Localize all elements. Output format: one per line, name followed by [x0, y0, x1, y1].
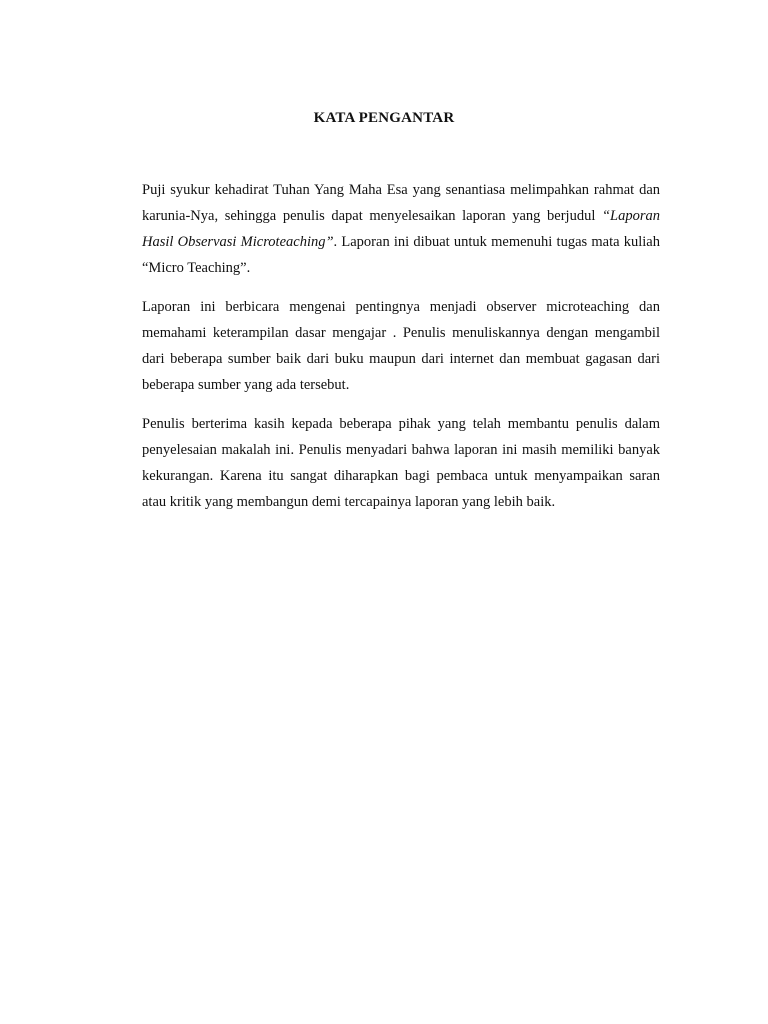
paragraph-1-text-end: . Laporan ini dibuat untuk memenuhi tugas mata kuliah “Micro Teaching”. [142, 234, 660, 276]
report-title-italic: “Laporan Hasil Observasi Microteaching” [142, 208, 660, 250]
page-title: KATA PENGANTAR [313, 110, 455, 126]
paragraph-1-text: Puji syukur kehadirat Tuhan Yang Maha Esa yang senantiasa melimpahkan rahmat dan karunia-Nya, sehingga penulis dapat menyelesaikan laporan yang berjudul [142, 182, 660, 224]
paragraph-2: Laporan ini berbicara mengenai pentingnya menjadi observer microteaching dan memahami keterampilan dasar mengajar . Penulis menuliskannya dengan mengambil dari beberapa sumber baik dari buku maupun dari internet dan membuat gagasan dari beberapa sumber yang ada tersebut. [142, 299, 660, 393]
document-body [142, 177, 660, 528]
paragraph-1 [142, 177, 660, 281]
paragraph-3: Penulis berterima kasih kepada beberapa pihak yang telah membantu penulis dalam penyelesaian makalah ini. Penulis menyadari bahwa laporan ini masih memiliki banyak kekurangan. Karena itu sangat diharapkan bagi pembaca untuk menyampaikan saran atau kritik yang membangun demi tercapainya laporan yang lebih baik. [142, 416, 660, 510]
